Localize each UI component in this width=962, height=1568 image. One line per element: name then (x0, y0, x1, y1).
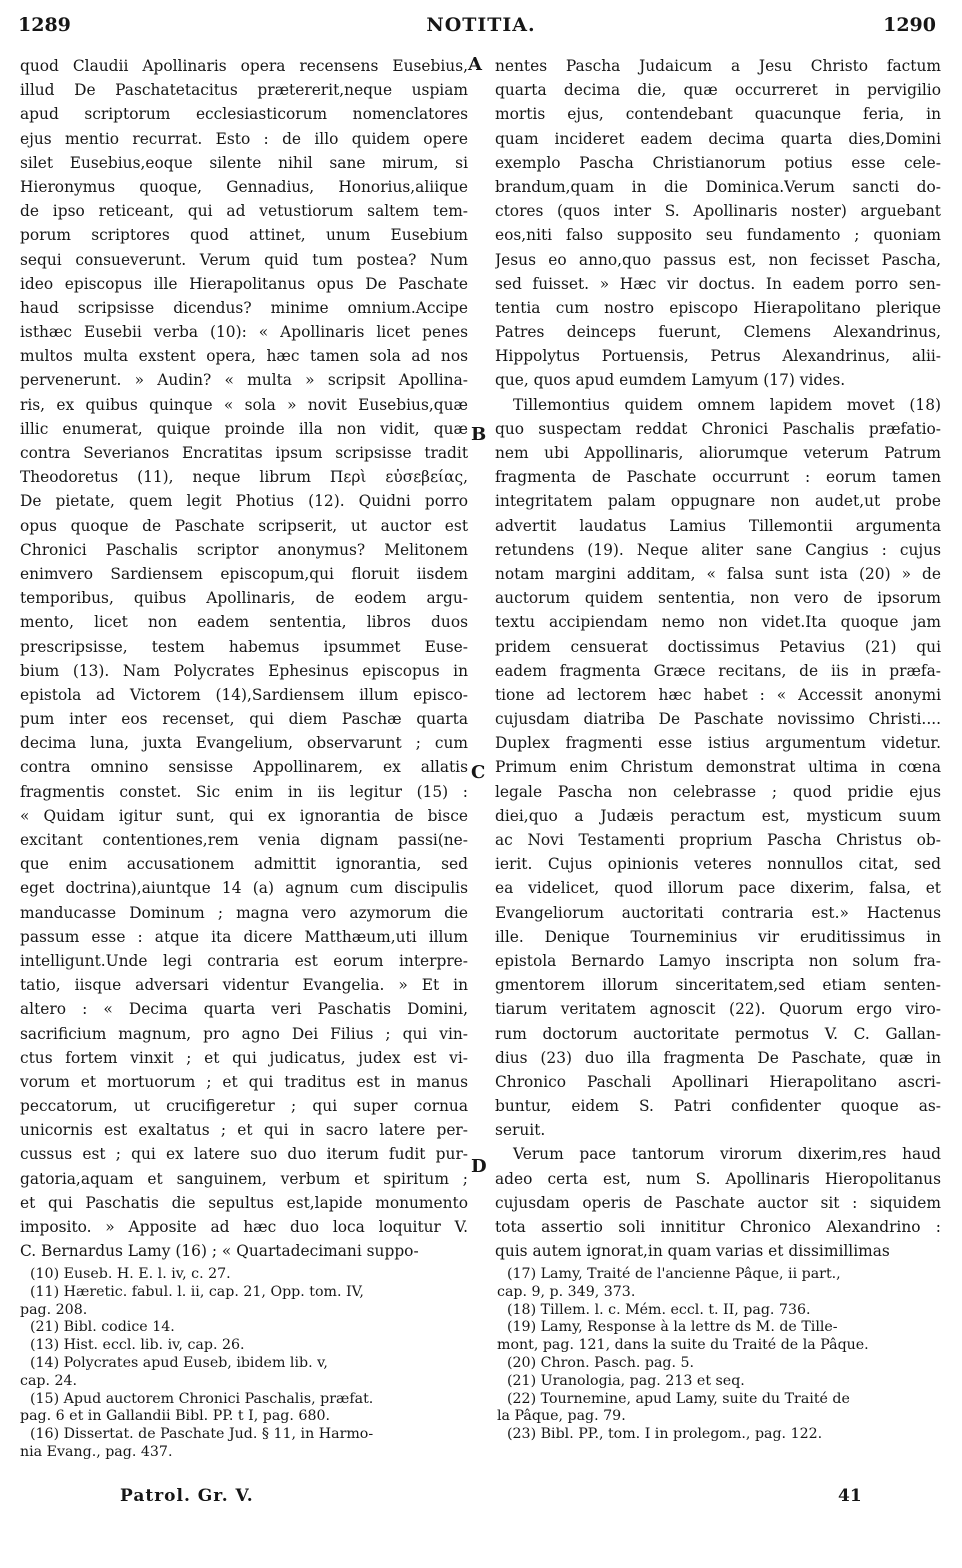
text-line: apud scriptorum ecclesiasticorum nomenclatores (20, 105, 468, 124)
text-line: eos,niti falso supposito seu fundamento ; quoniam (495, 226, 941, 245)
text-line: Verum pace tantorum virorum dixerim,res haud (513, 1145, 941, 1164)
text-line: « Quidam igitur sunt, qui ex ignorantia de bisce (20, 806, 468, 825)
footnote-line: (15) Apud auctorem Chronici Paschalis, præfat. (30, 1390, 374, 1407)
text-line: ideo episcopus ille Hierapolitanus opus De Paschate (20, 274, 468, 293)
text-line: epistola ad Victorem (14),Sardiensem illum episco- (20, 685, 468, 704)
text-line: textu accipiendam nemo non videt.Ita quoque jam (495, 613, 941, 632)
margin-mark-b: B (471, 424, 487, 445)
text-line: que, quos apud eumdem Lamyum (17) vides. (495, 371, 846, 390)
text-line: retundens (19). Neque aliter sane Cangius : cujus (495, 540, 941, 559)
text-line: Theodoretus (11), neque librum Περὶ εὐσεβείας, (20, 468, 468, 487)
text-line: De pietate, quem legit Photius (12). Quidni porro (20, 492, 468, 511)
text-line: legale Pascha non celebrasse ; quod pridie ejus (495, 782, 941, 801)
text-line: sed fuisset. » Hæc vir doctus. In eadem porro sen- (495, 274, 941, 293)
footnote-line: pag. 6 et in Gallandii Bibl. PP. t I, pag. 680. (20, 1408, 331, 1425)
text-line: Patres deinceps fuerunt, Clemens Alexandrinus, (495, 323, 941, 342)
text-line: contra Severianos Encratitas ipsum scripsisse tradit (20, 444, 468, 462)
text-line: peccatorum, ut crucifigeretur ; qui super cornua (20, 1097, 468, 1116)
text-line: tione ad lectorem hæc habet : « Accessit anonymi (495, 685, 941, 704)
signature-number: 41 (838, 1486, 862, 1506)
text-line: passum esse : atque ita dicere Matthæum,uti illum (20, 927, 468, 946)
text-line: de ipso reticeant, qui ad vetustiorum saltem tem- (20, 202, 468, 221)
text-line: cujusdam operis de Paschate auctor sit : siquidem (495, 1193, 941, 1212)
text-line: Chronico Paschali Apollinari Hierapolitano ascri- (495, 1072, 941, 1091)
text-line: vorum et mortuorum ; et qui traditus est in manus (20, 1072, 468, 1091)
text-line: auctorum quidem sententia, non vero de ipsorum (495, 589, 941, 608)
text-line: haud scripsisse dicendus? minime omnium.Accipe (20, 298, 468, 317)
text-line: que enim accusationem admittit ignorantia, sed (20, 855, 468, 874)
footnotes-right (497, 1266, 943, 1444)
footnote-line: la Pâque, pag. 79. (497, 1408, 626, 1425)
footnote-line: cap. 9, p. 349, 373. (497, 1283, 636, 1300)
text-line: C. Bernardus Lamy (16) ; « Quartadecimani suppo- (20, 1242, 419, 1261)
text-line: sacrificium magnum, pro agno Dei Filius ; qui vin- (20, 1024, 468, 1043)
text-line: adeo certa est, num S. Apollinaris Hieropolitanus (495, 1169, 941, 1188)
text-line: eadem fragmenta Græce recitans, de iis in præfa- (495, 661, 941, 680)
text-line: Hieronymus quoque, Gennadius, Honorius,aliique (20, 177, 468, 196)
footnote-line: mont, pag. 121, dans la suite du Traité de la Pâque. (497, 1337, 869, 1354)
footnote-line: (10) Euseb. H. E. l. iv, c. 27. (30, 1266, 231, 1282)
footnote-line: (21) Uranologia, pag. 213 et seq. (507, 1372, 745, 1389)
text-line: quis autem ignorat,in quam varias et dissimillimas (495, 1242, 890, 1261)
text-line: quod Claudii Apollinaris opera recensens Eusebius, (20, 57, 468, 75)
text-line: contra omnino sensisse Appollinarem, ex allatis (20, 758, 468, 777)
footnote-line: (19) Lamy, Response à la lettre ds M. de Tille- (507, 1319, 838, 1336)
footnote-line: (23) Bibl. PP., tom. I in prolegom., pag. 122. (507, 1426, 823, 1443)
text-line: advertit laudatus Lamius Tillemontii argumenta (495, 516, 941, 535)
text-line: multos multa exstent opera, hæc tamen sola ad nos (20, 347, 468, 366)
text-line: altero : « Decima quarta veri Paschatis Domini, (20, 1000, 468, 1019)
text-line: ejus mentio recurrat. Esto : de illo quidem opere (20, 129, 468, 148)
margin-mark-d: D (471, 1156, 487, 1177)
footnote-line: cap. 24. (20, 1372, 78, 1389)
text-line: ierit. Cujus opinionis veteres nonnullos citat, sed (495, 855, 941, 874)
text-line: bium (13). Nam Polycrates Ephesinus episcopus in (20, 661, 468, 680)
footnote-line: (18) Tillem. l. c. Mém. eccl. t. II, pag. 736. (507, 1301, 811, 1318)
series-footer: Patrol. Gr. V. (120, 1486, 254, 1506)
footnote-line: pag. 208. (20, 1301, 88, 1318)
margin-mark-a: A (468, 54, 482, 75)
text-line: dius (23) duo illa fragmenta De Paschate, quæ in (495, 1048, 941, 1067)
text-line: excitant contentiones,rem venia dignam passi(ne- (20, 831, 468, 849)
text-line: quo suspectam reddat Chronici Paschalis præfatio- (495, 419, 941, 438)
running-title: NOTITIA. (426, 14, 536, 36)
text-line: unicornis est exaltatus ; et qui in sacro latere per- (20, 1121, 468, 1140)
text-line: Duplex fragmenti esse istius argumentum videtur. (495, 734, 941, 753)
text-line: gatoria,aquam et sanguinem, verbum et spiritum ; (20, 1169, 468, 1188)
page-number-right: 1290 (883, 14, 936, 36)
text-line: illic enumerat, quique proinde illa non vidit, quæ (20, 419, 468, 438)
text-line: silet Eusebius,eoque silente nihil sane mirum, si (20, 153, 468, 172)
text-line: exemplo Pascha Christianorum potius esse cele- (495, 153, 941, 172)
text-line: Chronici Paschalis scriptor anonymus? Melitonem (20, 540, 468, 559)
left-text-column (20, 54, 468, 1263)
text-line: tatio, iisque adversari videntur Evangelia. » Et in (20, 976, 468, 995)
text-line: cujusdam diatriba De Paschate novissimo Christi.... (495, 710, 941, 729)
text-line: manducasse Dominum ; magna vero azymorum die (20, 903, 468, 922)
text-line: Evangeliorum auctoritati contraria est.» Hactenus (495, 903, 941, 922)
text-line: ctores (quos inter S. Apollinaris noster) arguebant (495, 202, 941, 221)
text-line: buntur, eidem S. Patri confidenter quoque as- (495, 1097, 941, 1116)
text-line: diei,quo a Judæis peractum est, mysticum suum (495, 806, 941, 825)
text-line: pervenerunt. » Audin? « multa » scripsit Apollina- (20, 371, 468, 390)
text-line: decima luna, juxta Evangelium, observarunt ; cum (20, 734, 468, 753)
text-line: eget doctrina),aiuntque 14 (a) agnum cum discipulis (20, 879, 468, 898)
text-line: gmentorem illorum sinceritatem,sed etiam senten- (495, 976, 941, 995)
text-line: enimvero Sardiensem episcopum,qui floruit iisdem (20, 564, 468, 583)
text-line: nentes Pascha Judaicum a Jesu Christo factum (495, 57, 941, 75)
text-line: ris, ex quibus quinque « sola » novit Eusebius,quæ (20, 395, 468, 414)
footnote-line: (17) Lamy, Traité de l'ancienne Pâque, ii part., (507, 1266, 841, 1282)
text-line: tentia cum nostro episcopo Hierapolitano plerique (495, 298, 941, 317)
text-line: rum doctorum auctoritate permotus V. C. Gallan- (495, 1024, 941, 1043)
text-line: Hippolytus Portuensis, Petrus Alexandrinus, alii- (495, 347, 941, 366)
footnote-line: (22) Tourneminе, apud Lamy, suite du Traité de (507, 1390, 850, 1407)
text-line: tota assertio soli innititur Chronico Alexandrino : (495, 1218, 941, 1236)
margin-mark-c: C (471, 762, 486, 783)
footnote-line: (20) Chron. Pasch. pag. 5. (507, 1354, 695, 1371)
text-line: ille. Denique Tourneminius vir eruditissimus in (495, 927, 941, 946)
footnote-line: (16) Dissertat. de Paschate Jud. § 11, in Harmo- (30, 1426, 374, 1443)
text-line: imposito. » Apposite ad hæc duo loca loquitur V. (20, 1218, 468, 1236)
footnote-line: (14) Polycrates apud Euseb, ibidem lib. v, (30, 1354, 328, 1371)
text-line: ac Novi Testamenti proprium Pascha Christus ob- (495, 831, 941, 849)
text-line: tiarum veritatem agnoscit (22). Quorum ergo viro- (495, 1000, 941, 1019)
footnote-line: (13) Hist. eccl. lib. iv, cap. 26. (30, 1337, 245, 1354)
text-line: mortis ejus, contendebant quacunque feria, in (495, 105, 941, 124)
text-line: temporibus, quibus Apollinaris, de eodem argu- (20, 589, 468, 608)
text-line: epistola Bernardo Lamyo inscripta non solum fra- (495, 951, 941, 970)
footnote-line: nia Evang., pag. 437. (20, 1443, 173, 1460)
text-line: opus quoque de Paschate scripserit, ut auctor est (20, 516, 468, 535)
text-line: Tillemontius quidem omnem lapidem movet (18) (513, 395, 941, 414)
text-line: illud De Paschatetacitus prætererit,neque uspiam (20, 81, 468, 100)
text-line: fragmenta de Paschate occurrunt : eorum tamen (495, 468, 941, 487)
text-line: isthæc Eusebii verba (10): « Apollinaris licet penes (20, 323, 468, 342)
text-line: et qui Paschatis die sepultus est,lapide monumento (20, 1193, 468, 1212)
footnote-line: (11) Hæretic. fabul. l. ii, cap. 21, Opp. tom. IV, (30, 1283, 364, 1300)
text-line: quarta decima die, quæ occurreret in pervigilio (495, 81, 941, 100)
text-line: cussus est ; qui ex latere suo duo iterum fudit pur- (20, 1145, 468, 1164)
text-line: pridem censuerat doctissimus Petavius (21) qui (495, 637, 941, 656)
text-line: sequi consueverunt. Verum quid tum postea? Num (20, 250, 468, 269)
page-number-left: 1289 (18, 14, 71, 36)
right-text-column (495, 54, 941, 1263)
text-line: quam incideret eadem decima quarta dies,Domini (495, 129, 941, 148)
footnotes-left (20, 1266, 468, 1462)
text-line: notam margini additam, « falsa sunt ista (20) » de (495, 564, 941, 583)
text-line: intelligunt.Unde legi contraria est eorum interpre- (20, 951, 468, 970)
text-line: integritatem palam oppugnare non audet,ut probe (495, 492, 941, 511)
text-line: Jesus eo anno,quo passus est, non fecisset Pascha, (495, 250, 941, 269)
text-line: seruit. (495, 1121, 546, 1140)
text-line: prescripsisse, testem habemus ipsummet Euse- (20, 637, 468, 656)
text-line: ctus fortem vinxit ; et qui judicatus, judex est vi- (20, 1048, 468, 1067)
text-line: Primum enim Christum demonstrat ultima in cœna (495, 758, 941, 777)
text-line: fragmentis constet. Sic enim in iis legitur (15) : (20, 782, 468, 801)
text-line: brandum,quam in die Dominica.Verum sancti do- (495, 177, 941, 196)
text-line: ea videlicet, quod illorum pace dixerim, falsa, et (495, 879, 941, 898)
text-line: porum scriptores quod attinet, unum Eusebium (20, 226, 468, 245)
text-line: mento, licet non eadem sententia, libros duos (20, 613, 468, 632)
text-line: nem ubi Appollinaris, aliorumque veterum Patrum (495, 444, 941, 462)
text-line: pum inter eos recenset, qui diem Paschæ quarta (20, 710, 468, 729)
footnote-line: (21) Bibl. codice 14. (30, 1319, 175, 1336)
